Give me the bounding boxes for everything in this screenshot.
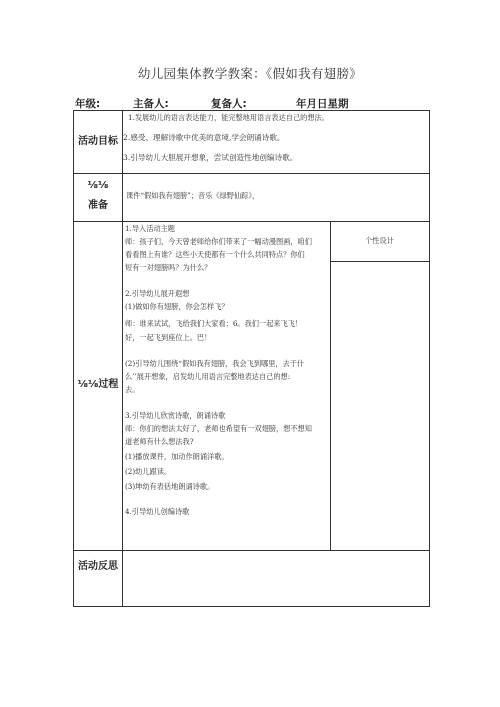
co-preparer-field: 复备人: bbox=[211, 98, 247, 110]
grade-field: 年级: bbox=[75, 98, 101, 110]
process-line-1: 1.导入活动主题 bbox=[125, 224, 175, 233]
preparer-field: 主备人: bbox=[133, 98, 169, 110]
side-header-divider bbox=[330, 261, 429, 262]
prep-text: 课件“假如我有翅膀”；音乐《绿野仙踪》， bbox=[126, 191, 260, 200]
prep-label-line-2: 准备 bbox=[88, 200, 108, 211]
process-line-7: 师：谁来试试，飞给我们大家看；6。我们一起来飞飞！ bbox=[125, 319, 303, 328]
personal-design-header: 个性设计 bbox=[365, 236, 394, 245]
label-column-divider bbox=[122, 111, 123, 606]
process-line-17: (3)坤幼有表佸地朗诵诗歌。 bbox=[125, 482, 215, 491]
process-line-8: 好，一起飞到座位上。巴！ bbox=[125, 333, 212, 342]
process-line-15: (1)播放课件，加动作朗诵洋歌。 bbox=[125, 452, 229, 461]
process-line-9: (2)引导幼儿围绕“假如我有翅膀，我会飞到哪里，去干什 bbox=[125, 359, 305, 368]
process-label: ⅛⅛过程 bbox=[77, 379, 119, 390]
process-line-12: 3.引导幼儿欣赏诗歌，朗诵诗歌 bbox=[125, 411, 226, 420]
process-line-18: 4.引导幼儿创编诗歌 bbox=[125, 507, 190, 516]
process-line-11: 去。 bbox=[125, 385, 140, 394]
document-title: 幼儿园集体教学教案：《假如我有翅膀》 bbox=[137, 66, 363, 81]
process-line-13: 师：你们的想法太好了，老师也希望有一双翅膀，想不想知 bbox=[125, 424, 312, 433]
process-line-4: 短有一对翅膀吗？为什么？ bbox=[125, 263, 212, 272]
goals-label: 活动目标 bbox=[78, 136, 118, 147]
process-line-2: 师：孩子们，今天曾老师给你们带来了一幅动漫图画，咱们 bbox=[125, 237, 312, 246]
reflection-label: 活动反思 bbox=[78, 561, 118, 572]
row-divider-prep bbox=[74, 221, 429, 222]
process-line-6: (1)做如你有翅膀，你会怎样飞？ bbox=[125, 302, 229, 311]
goal-line-2: 2.感受、理解诗歌中优美的意境,学会朗诵诗歌。 bbox=[123, 133, 285, 142]
row-divider-goals bbox=[74, 173, 429, 174]
process-line-14: 道老师有什么想法我? bbox=[125, 437, 194, 446]
process-line-3: 看看图上有谁？这些小天使都有一个什么共同特点？你们 bbox=[125, 250, 305, 259]
process-line-5: 2.引导幼儿展开遐想 bbox=[125, 289, 190, 298]
goal-line-1: 1.发展幼儿的语言表达能力，能完整地用语言表达自己的想法。 bbox=[128, 113, 329, 122]
reflection-content-area bbox=[123, 551, 429, 606]
goal-line-3: 3.引导幼儿大胆展开想象，尝试创造性地创编诗歌。 bbox=[123, 153, 298, 162]
process-line-16: (2)幼儿跟读。 bbox=[125, 467, 172, 476]
date-field: 年月日星期 bbox=[296, 98, 349, 110]
process-line-10: 么’’展开想象，启发幼儿用语言完整地表达自己的想: bbox=[125, 372, 291, 381]
lesson-plan-table bbox=[73, 110, 430, 607]
prep-label-line-1: ⅛⅛ bbox=[87, 180, 109, 191]
side-column-divider bbox=[330, 221, 331, 550]
